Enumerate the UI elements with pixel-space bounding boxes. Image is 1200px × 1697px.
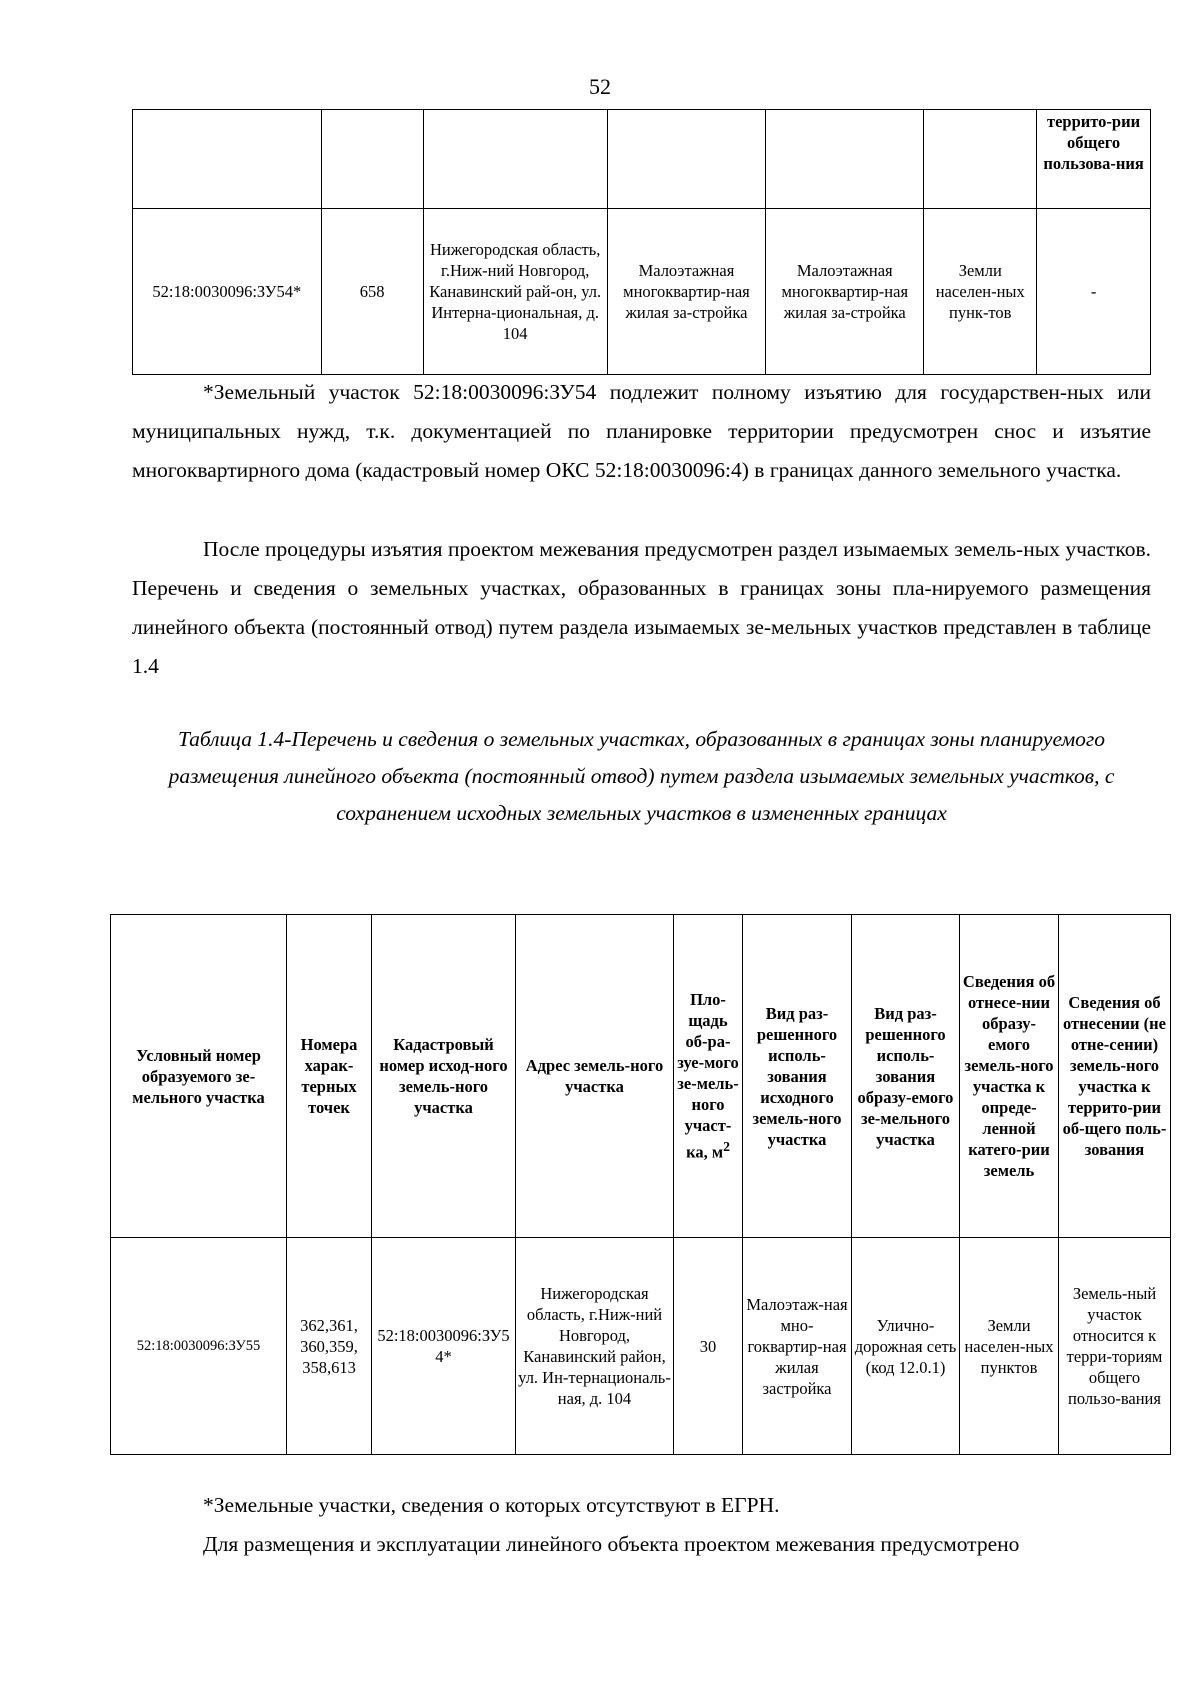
table-header-row: [133, 110, 1151, 209]
cell-points: 362,361, 360,359, 358,613: [287, 1238, 372, 1455]
header-area: Пло-щадь об-ра-зуе-мого зе-мель-ного участ-ка, $м^2$: [674, 915, 743, 1238]
header-address: Адрес земель-ного участка: [516, 915, 674, 1238]
cell-category: Земли населен-ных пунк-тов: [924, 209, 1037, 375]
cell-address: Нижегородская область, г.Ниж-ний Новгород, Канавинский район, ул. Ин-тернациональ-ная, д. 104: [516, 1238, 674, 1455]
cell-public-territory: Земель-ный участок относится к терри-ториям общего пользо-вания: [1059, 1238, 1171, 1455]
header-use-source: Вид раз-решенного исполь-зования исходного земель-ного участка: [743, 915, 852, 1238]
table-row: [133, 209, 1151, 375]
cell-public-territory: -: [1037, 209, 1151, 375]
footnote: *Земельные участки, сведения о которых отсутствуют в ЕГРН.: [203, 1493, 780, 1517]
cell-use-source: Малоэтаж-ная мно-гоквартир-ная жилая застройка: [743, 1238, 852, 1455]
header-category: Сведения об отнесе-нии образу-емого земель-ного участка к опреде-ленной катего-рии земель: [960, 915, 1059, 1238]
header-conditional-number: Условный номер образуемого зе-мельного участка: [111, 915, 287, 1238]
paragraph-withdrawal-note: *Земельный участок 52:18:0030096:ЗУ54 подлежит полному изъятию для государствен-ных или муниципальных нужд, т.к. документацией по планировке территории предусмотрен снос и изъятие многоквартирного дома (кадастровый номер ОКС 52:18:0030096:4) в границах данного земельного участка.: [132, 380, 1151, 482]
header-points: Номера харак-терных точек: [287, 915, 372, 1238]
header-public-territory-fragment: террито-рии общего пользова-ния: [1037, 110, 1151, 209]
cell-area: 30: [674, 1238, 743, 1455]
cell-source-cadastral: 52:18:0030096:ЗУ54*: [372, 1238, 516, 1455]
table-row: [111, 1238, 1171, 1455]
cell-area: 658: [321, 209, 423, 375]
table-1-3-continuation: [132, 109, 1151, 375]
cell-address: Нижегородская область, г.Ниж-ний Новгород, Канавинский рай-он, ул. Интерна-циональная, д. 104: [423, 209, 607, 375]
table-caption: Таблица 1.4-Перечень и сведения о земельных участках, образованных в границах зоны планируемого размещения линейного объекта (постоянный отвод) путем раздела изымаемых земельных участков, с сохранением исходных земельных участков в измененных границах: [168, 727, 1115, 825]
cell-conditional-number: 52:18:0030096:ЗУ55: [111, 1238, 287, 1455]
table-1-4: [110, 914, 1171, 1455]
header-use-formed: Вид раз-решенного исполь-зования образу-емого зе-мельного участка: [852, 915, 960, 1238]
cell-use-source: Малоэтажная многоквартир-ная жилая за-стройка: [607, 209, 765, 375]
cell-use-formed: Малоэтажная многоквартир-ная жилая за-стройка: [766, 209, 924, 375]
header-public-territory: Сведения об отнесении (не отне-сении) земель-ного участка к террито-рии об-щего поль-зования: [1059, 915, 1171, 1238]
paragraph-division: После процедуры изъятия проектом межевания предусмотрен раздел изымаемых земель-ных участков. Перечень и сведения о земельных участках, образованных в границах зоны пла-нируемого размещения линейного объекта (постоянный отвод) путем раздела изымаемых зе-мельных участков представлен в таблице 1.4: [132, 537, 1151, 678]
header-source-cadastral: Кадастровый номер исход-ного земель-ного участка: [372, 915, 516, 1238]
cell-cadastral-number: 52:18:0030096:ЗУ54*: [133, 209, 322, 375]
page-number: 52: [589, 74, 611, 99]
cell-use-formed: Улично-дорожная сеть (код 12.0.1): [852, 1238, 960, 1455]
paragraph-final-line: Для размещения и эксплуатации линейного объекта проектом межевания предусмотрено: [203, 1532, 1020, 1556]
table-header-row: [111, 915, 1171, 1238]
cell-category: Земли населен-ных пунктов: [960, 1238, 1059, 1455]
